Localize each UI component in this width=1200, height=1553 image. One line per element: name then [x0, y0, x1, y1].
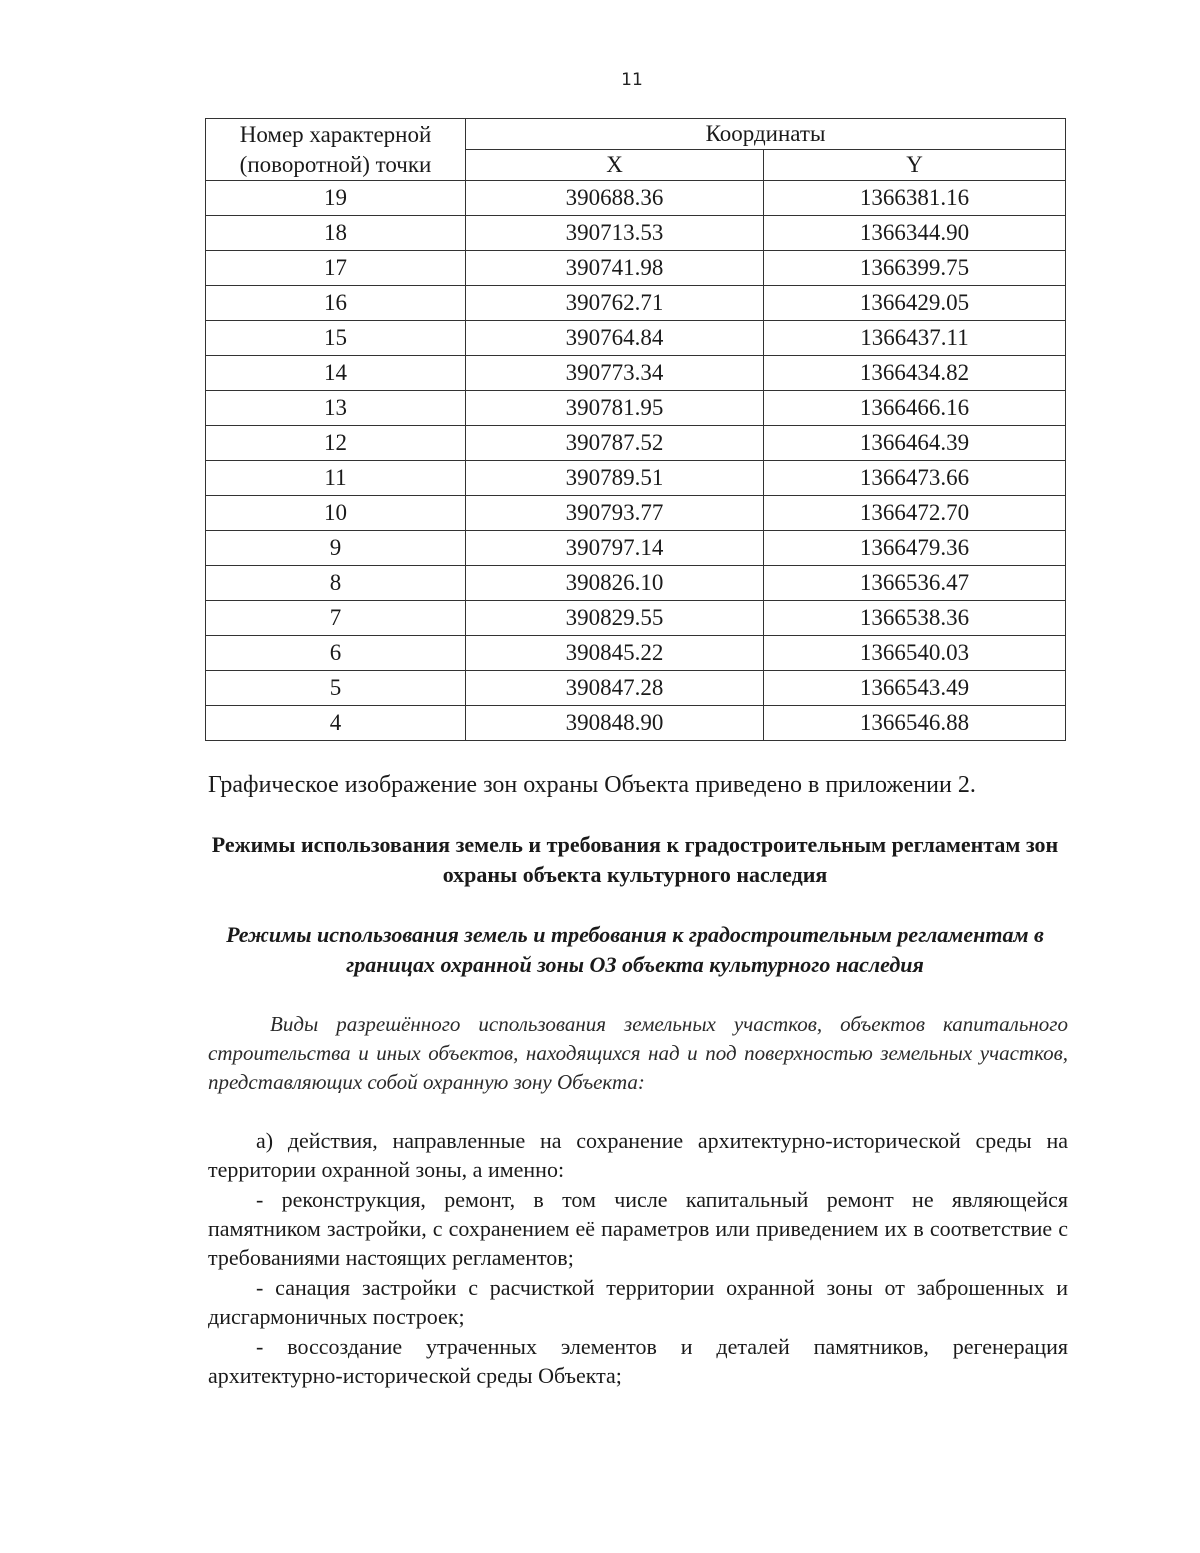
header-y: Y: [764, 150, 1066, 181]
x-coordinate-cell: 390762.71: [466, 286, 764, 321]
table-row: [206, 531, 1066, 566]
intro-paragraph: Виды разрешённого использования земельных участков, объектов капитального строительства и иных объектов, находящихся над и под поверхностью земельных участков, представляющих собой охранную зону Объекта:: [208, 1012, 1068, 1094]
graphic-note: Графическое изображение зон охраны Объекта приведено в приложении 2.: [208, 772, 976, 798]
x-coordinate-cell: 390773.34: [466, 356, 764, 391]
point-number-cell: 14: [206, 356, 466, 391]
y-coordinate-cell: 1366543.49: [764, 671, 1066, 706]
point-number-cell: 9: [206, 531, 466, 566]
table-row: [206, 461, 1066, 496]
x-coordinate-cell: 390787.52: [466, 426, 764, 461]
table-row: [206, 321, 1066, 356]
table-row: [206, 426, 1066, 461]
x-coordinate-cell: 390781.95: [466, 391, 764, 426]
table-row: [206, 391, 1066, 426]
x-coordinate-cell: 390845.22: [466, 636, 764, 671]
y-coordinate-cell: 1366466.16: [764, 391, 1066, 426]
y-coordinate-cell: 1366344.90: [764, 216, 1066, 251]
y-coordinate-cell: 1366538.36: [764, 601, 1066, 636]
point-number-cell: 6: [206, 636, 466, 671]
point-number-cell: 16: [206, 286, 466, 321]
point-number-cell: 15: [206, 321, 466, 356]
x-coordinate-cell: 390688.36: [466, 181, 764, 216]
point-number-cell: 13: [206, 391, 466, 426]
x-coordinate-cell: 390826.10: [466, 566, 764, 601]
point-number-cell: 4: [206, 706, 466, 741]
y-coordinate-cell: 1366479.36: [764, 531, 1066, 566]
y-coordinate-cell: 1366437.11: [764, 321, 1066, 356]
x-coordinate-cell: 390764.84: [466, 321, 764, 356]
paragraph-a: а) действия, направленные на сохранение архитектурно-исторической среды на территории охранной зоны, а именно:: [208, 1128, 1068, 1182]
point-number-cell: 17: [206, 251, 466, 286]
page-number: 11: [621, 70, 643, 90]
y-coordinate-cell: 1366536.47: [764, 566, 1066, 601]
table-row: [206, 636, 1066, 671]
y-coordinate-cell: 1366546.88: [764, 706, 1066, 741]
y-coordinate-cell: 1366381.16: [764, 181, 1066, 216]
y-coordinate-cell: 1366429.05: [764, 286, 1066, 321]
table-row: [206, 601, 1066, 636]
header-x: X: [466, 150, 764, 181]
x-coordinate-cell: 390713.53: [466, 216, 764, 251]
table-body: [206, 181, 1066, 741]
x-coordinate-cell: 390797.14: [466, 531, 764, 566]
y-coordinate-cell: 1366540.03: [764, 636, 1066, 671]
section-heading: Режимы использования земель и требования к градостроительным регламентам зон охраны объекта культурного наследия: [211, 832, 1059, 887]
table-row: [206, 251, 1066, 286]
point-number-cell: 5: [206, 671, 466, 706]
y-coordinate-cell: 1366473.66: [764, 461, 1066, 496]
point-number-cell: 11: [206, 461, 466, 496]
x-coordinate-cell: 390741.98: [466, 251, 764, 286]
table-row: [206, 496, 1066, 531]
y-coordinate-cell: 1366464.39: [764, 426, 1066, 461]
point-number-cell: 8: [206, 566, 466, 601]
point-number-cell: 18: [206, 216, 466, 251]
table-row: [206, 181, 1066, 216]
bullet-reconstruction: - реконструкция, ремонт, в том числе капитальный ремонт не являющейся памятником застройки, с сохранением её параметров или приведением их в соответствие с требованиями настоящих регламентов;: [208, 1187, 1068, 1270]
bullet-sanitation: - санация застройки с расчисткой территории охранной зоны от заброшенных и дисгармоничных построек;: [208, 1275, 1068, 1329]
point-number-cell: 10: [206, 496, 466, 531]
subsection-heading: Режимы использования земель и требования к градостроительным регламентам в границах охранной зоны ОЗ объекта культурного наследия: [226, 922, 1044, 977]
table-row: [206, 216, 1066, 251]
x-coordinate-cell: 390789.51: [466, 461, 764, 496]
y-coordinate-cell: 1366472.70: [764, 496, 1066, 531]
x-coordinate-cell: 390829.55: [466, 601, 764, 636]
table-row: [206, 286, 1066, 321]
y-coordinate-cell: 1366434.82: [764, 356, 1066, 391]
point-number-cell: 12: [206, 426, 466, 461]
header-coordinates: Координаты: [466, 119, 1066, 150]
table-row: [206, 706, 1066, 741]
table-row: [206, 671, 1066, 706]
table-row: [206, 566, 1066, 601]
point-number-cell: 19: [206, 181, 466, 216]
x-coordinate-cell: 390847.28: [466, 671, 764, 706]
point-number-cell: 7: [206, 601, 466, 636]
x-coordinate-cell: 390848.90: [466, 706, 764, 741]
table-row: [206, 356, 1066, 391]
x-coordinate-cell: 390793.77: [466, 496, 764, 531]
bullet-recreation: - воссоздание утраченных элементов и деталей памятников, регенерация архитектурно-исторической среды Объекта;: [208, 1334, 1068, 1388]
header-point-number: Номер характерной (поворотной) точки: [206, 119, 466, 181]
y-coordinate-cell: 1366399.75: [764, 251, 1066, 286]
coordinates-table: [205, 118, 1066, 741]
